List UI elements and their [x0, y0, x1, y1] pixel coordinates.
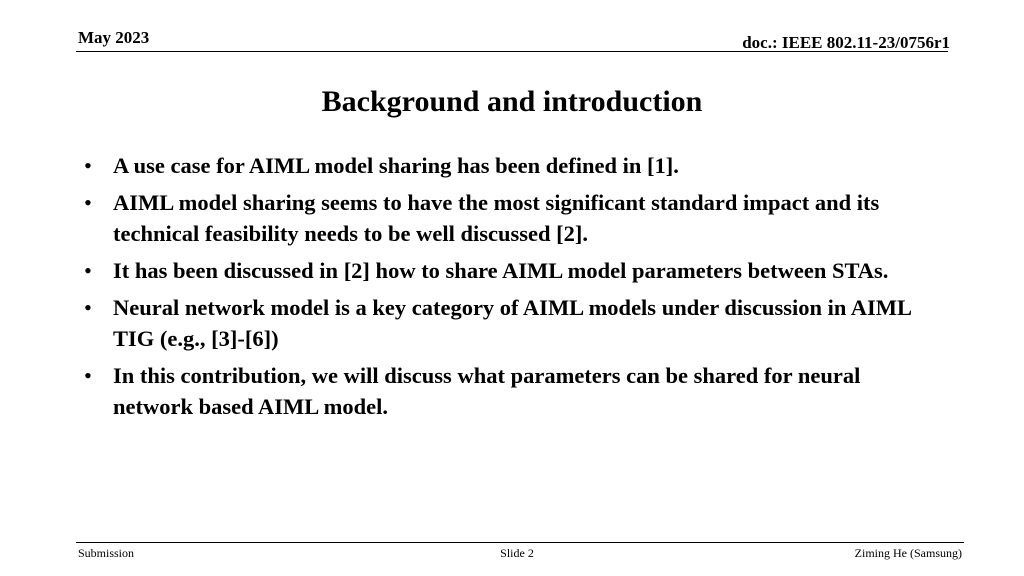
bullet-item	[84, 255, 944, 286]
bullet-item	[84, 187, 944, 249]
bullet-item	[84, 150, 944, 181]
bullet-list	[84, 150, 944, 428]
bullet-item	[84, 292, 944, 354]
header-document-id: doc.: IEEE 802.11-23/0756r1	[742, 33, 950, 52]
footer-author: Ziming He (Samsung)	[854, 546, 962, 560]
header-divider	[76, 51, 948, 52]
bullet-icon: •	[84, 153, 92, 178]
bullet-icon: •	[84, 190, 92, 215]
bullet-item	[84, 360, 944, 422]
slide-title: Background and introduction	[321, 85, 703, 118]
bullet-text: AIML model sharing seems to have the most significant standard impact and its technical feasibility needs to be well discussed [2].	[113, 190, 880, 246]
bullet-text: It has been discussed in [2] how to share AIML model parameters between STAs.	[113, 258, 889, 283]
bullet-icon: •	[84, 258, 92, 283]
bullet-text: A use case for AIML model sharing has been defined in [1].	[113, 153, 679, 178]
bullet-icon: •	[84, 295, 92, 320]
footer-submission: Submission	[78, 546, 135, 560]
bullet-icon: •	[84, 363, 92, 388]
footer-divider	[76, 542, 964, 543]
bullet-text: In this contribution, we will discuss what parameters can be shared for neural network based AIML model.	[113, 363, 861, 419]
header-date: May 2023	[78, 28, 150, 47]
footer-slide-number: Slide 2	[500, 546, 534, 560]
bullet-text: Neural network model is a key category of AIML models under discussion in AIML TIG (e.g., [3]-[6])	[113, 295, 911, 351]
